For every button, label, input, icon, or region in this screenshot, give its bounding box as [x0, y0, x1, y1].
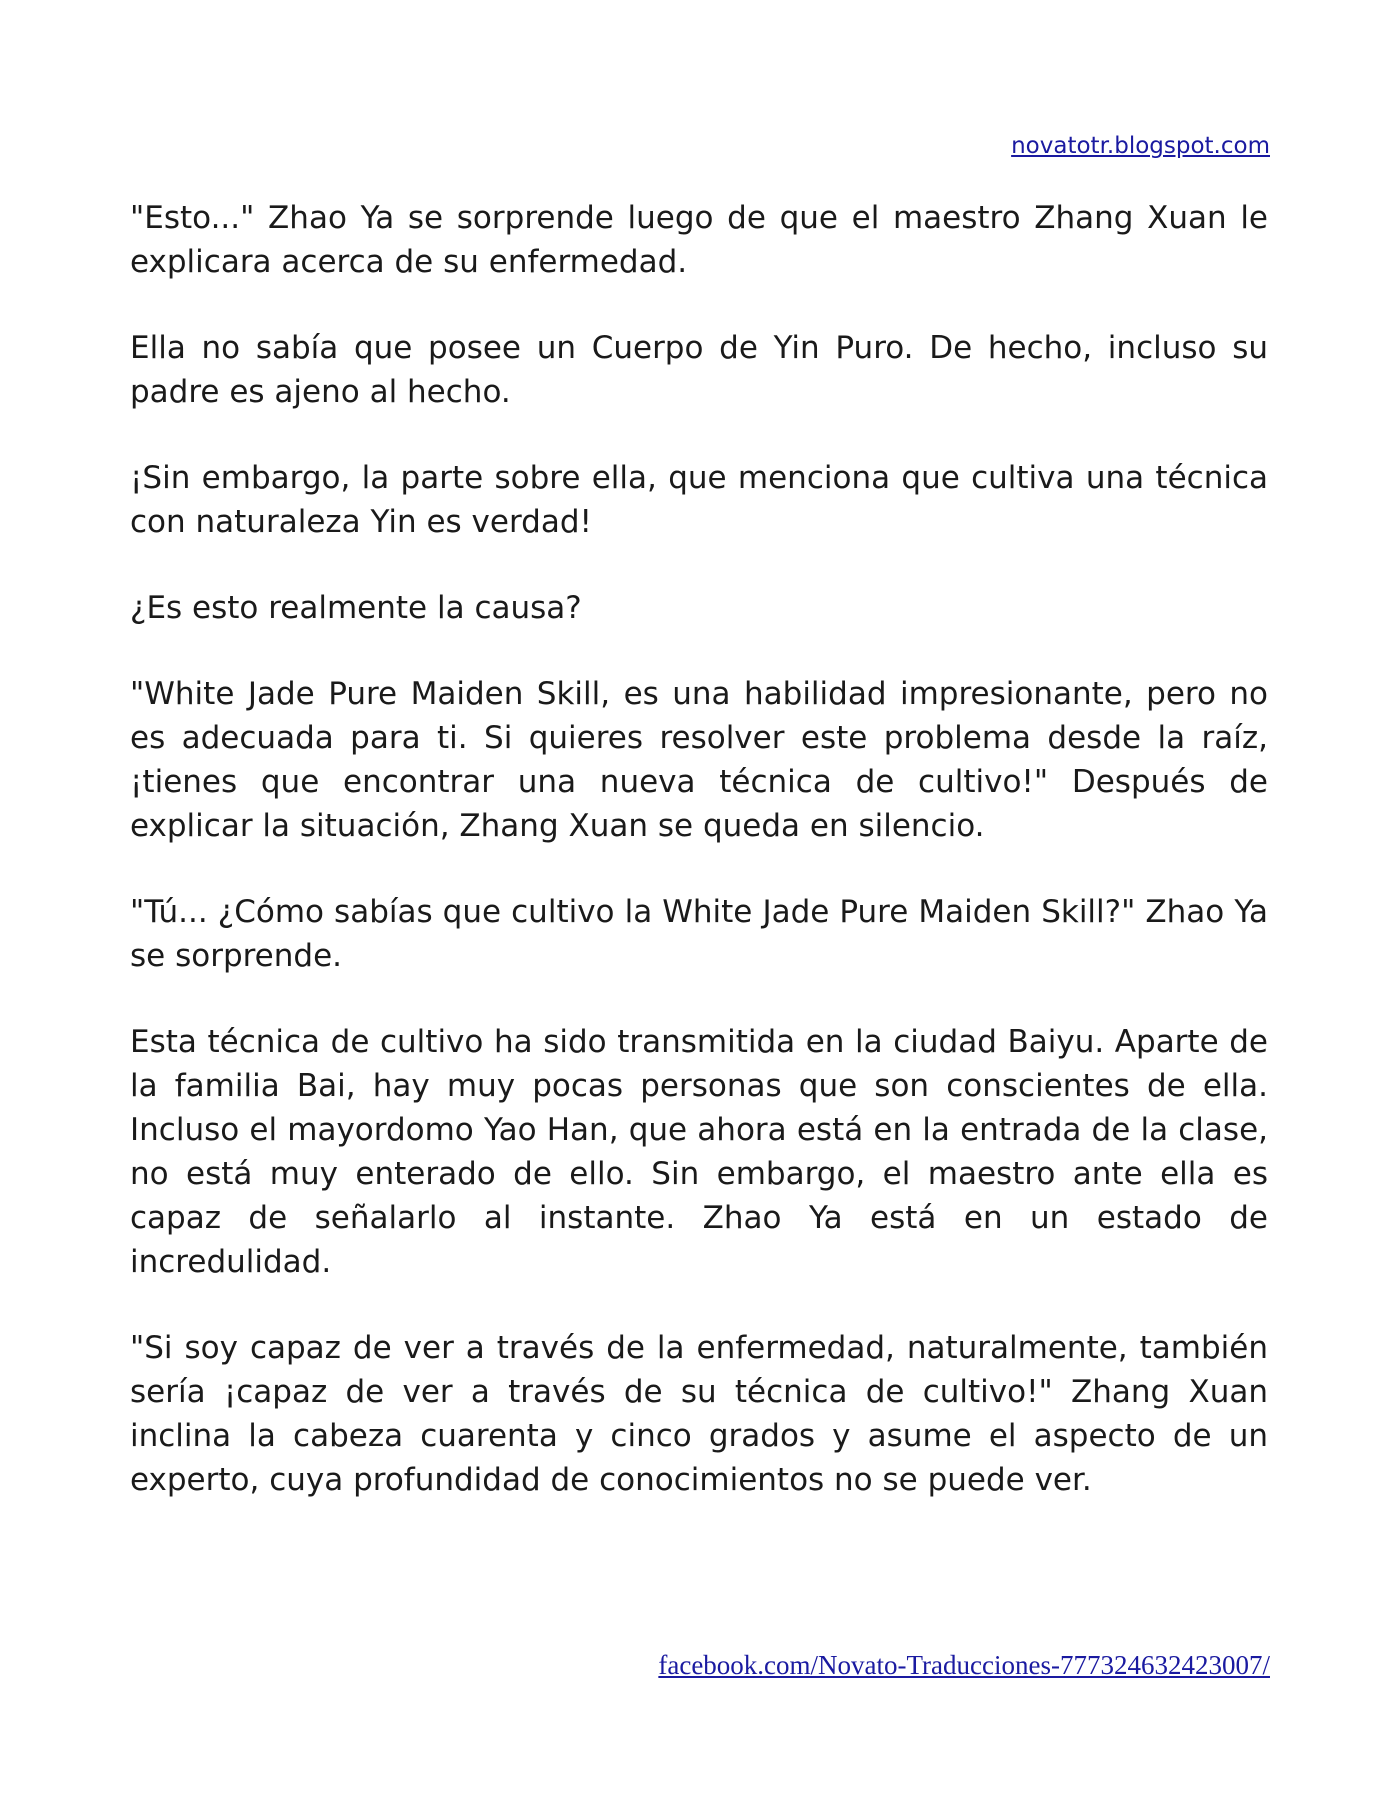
paragraph: "Tú... ¿Cómo sabías que cultivo la White Jade Pure Maiden Skill?" Zhao Ya se sorprende.	[130, 894, 1268, 974]
facebook-link[interactable]: facebook.com/Novato-Traducciones-777324632423007/	[658, 1650, 1270, 1680]
document-body	[130, 196, 1268, 1544]
paragraph: "Si soy capaz de ver a través de la enfermedad, naturalmente, también sería ¡capaz de ver a través de su técnica de cultivo!" Zhang Xuan inclina la cabeza cuarenta y cinco grados y asume el aspecto de un experto, cuya profundidad de conocimientos no se puede ver.	[130, 1330, 1268, 1498]
blog-link[interactable]: novatotr.blogspot.com	[1011, 133, 1270, 159]
paragraph: "White Jade Pure Maiden Skill, es una habilidad impresionante, pero no es adecuada para ti. Si quieres resolver este problema desde la raíz, ¡tienes que encontrar una nueva técnica de cultivo!" Después de explicar la situación, Zhang Xuan se queda en silencio.	[130, 676, 1268, 844]
paragraph: Esta técnica de cultivo ha sido transmitida en la ciudad Baiyu. Aparte de la familia Bai, hay muy pocas personas que son conscientes de ella. Incluso el mayordomo Yao Han, que ahora está en la entrada de la clase, no está muy enterado de ello. Sin embargo, el maestro ante ella es capaz de señalarlo al instante. Zhao Ya está en un estado de incredulidad.	[130, 1024, 1268, 1280]
paragraph: "Esto..." Zhao Ya se sorprende luego de que el maestro Zhang Xuan le explicara acerca de su enfermedad.	[130, 200, 1268, 280]
paragraph: ¿Es esto realmente la causa?	[130, 590, 582, 626]
paragraph: ¡Sin embargo, la parte sobre ella, que menciona que cultiva una técnica con naturaleza Yin es verdad!	[130, 460, 1268, 540]
paragraph: Ella no sabía que posee un Cuerpo de Yin Puro. De hecho, incluso su padre es ajeno al hecho.	[130, 330, 1268, 410]
